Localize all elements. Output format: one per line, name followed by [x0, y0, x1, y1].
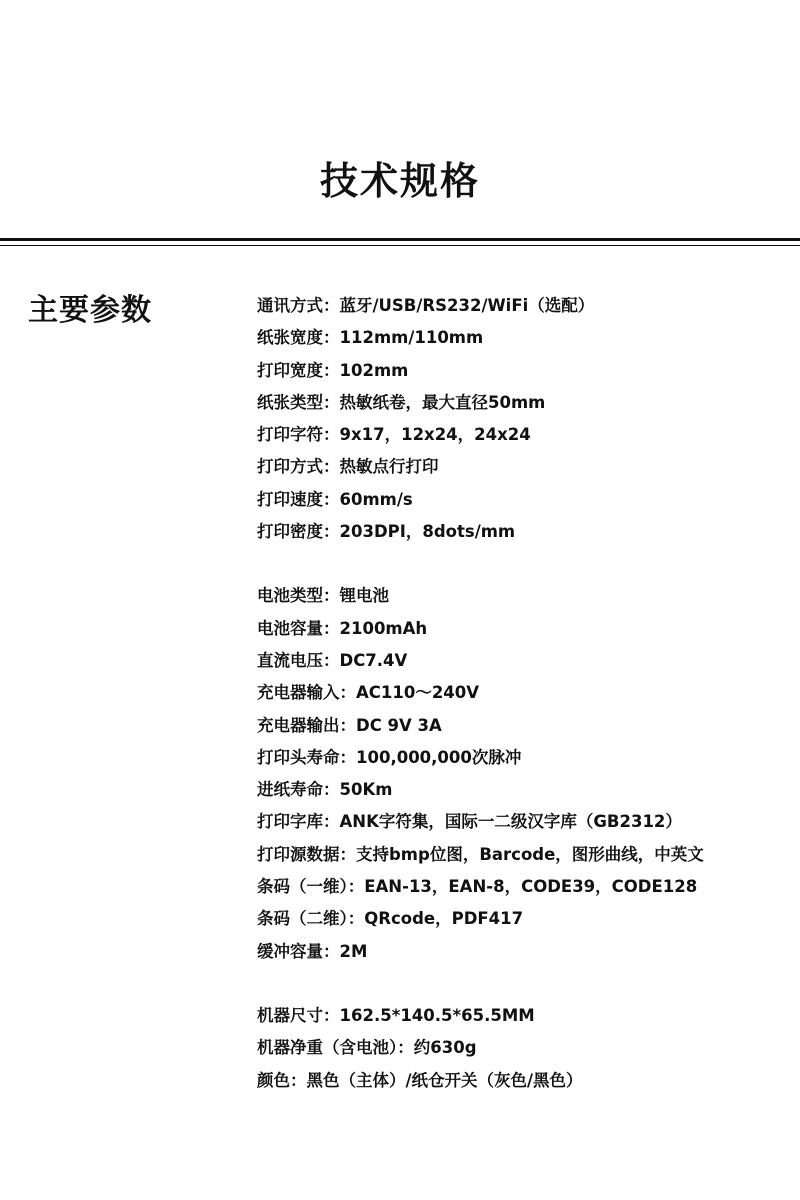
spec-value: EAN-13，EAN-8，CODE39，CODE128: [364, 877, 698, 897]
spec-value: 黑色（主体）/纸仓开关（灰色/黑色）: [306, 1070, 583, 1090]
spec-label: 条码（二维）：: [257, 909, 365, 929]
spec-group-power-features: [257, 580, 792, 968]
spec-label: 充电器输出：: [257, 715, 356, 735]
spec-label: 缓冲容量：: [257, 941, 340, 961]
spec-label: 纸张类型：: [257, 392, 340, 412]
spec-row-paper-width: [257, 322, 792, 354]
spec-label: 打印宽度：: [257, 360, 340, 380]
spec-value: 2100mAh: [339, 618, 428, 638]
spec-label: 颜色：: [257, 1070, 307, 1090]
spec-value: 203DPI，8dots/mm: [339, 522, 516, 542]
spec-label: 机器尺寸：: [257, 1005, 340, 1025]
spec-row-printhead-life: [257, 742, 792, 774]
page-title: 技术规格: [319, 159, 480, 203]
spec-value: AC110～240V: [356, 683, 480, 703]
spec-value: 约630g: [413, 1038, 477, 1058]
spec-row-font-library: [257, 806, 792, 838]
spec-label: 进纸寿命：: [257, 780, 340, 800]
spec-value: DC 9V 3A: [356, 715, 442, 735]
spec-row-print-density: [257, 516, 792, 548]
spec-row-battery-type: [257, 580, 792, 612]
spec-label: 打印密度：: [257, 522, 340, 542]
spec-value: 60mm/s: [339, 489, 413, 509]
spec-label: 打印源数据：: [257, 844, 356, 864]
spec-value: 100,000,000次脉冲: [356, 747, 522, 767]
spec-row-barcode-1d: [257, 871, 792, 903]
spec-row-print-source: [257, 839, 792, 871]
spec-row-print-chars: [257, 419, 792, 451]
spec-value: 锂电池: [339, 586, 389, 606]
spec-label: 打印字库：: [257, 812, 340, 832]
spec-row-print-speed: [257, 484, 792, 516]
spec-row-charger-output: [257, 710, 792, 742]
spec-value: 162.5*140.5*65.5MM: [339, 1005, 535, 1025]
spec-label: 电池类型：: [257, 586, 340, 606]
spec-value: 112mm/110mm: [339, 328, 484, 348]
spec-row-interface: [257, 290, 792, 322]
spec-value: 热敏点行打印: [339, 457, 439, 477]
spec-label: 通讯方式：: [257, 296, 340, 315]
spec-label: 打印方式：: [257, 457, 340, 477]
spec-value: 9x17，12x24，24x24: [339, 425, 531, 445]
spec-value: 蓝牙/USB/RS232/WiFi（选配）: [339, 296, 595, 315]
spec-row-print-width: [257, 355, 792, 387]
title-divider-thin: [0, 245, 800, 246]
spec-label: 机器净重（含电池）：: [257, 1038, 414, 1058]
spec-label: 打印字符：: [257, 425, 340, 445]
spec-label: 充电器输入：: [257, 683, 356, 703]
spec-value: 102mm: [339, 360, 409, 380]
spec-row-dimensions: [257, 1000, 792, 1032]
spec-value: DC7.4V: [339, 650, 408, 670]
spec-list: [257, 290, 792, 1097]
spec-value: 支持bmp位图，Barcode，图形曲线，中英文: [356, 844, 704, 864]
spec-group-physical: [257, 1000, 792, 1097]
title-divider-thick: [0, 238, 800, 241]
spec-row-paper-type: [257, 387, 792, 419]
spec-row-print-method: [257, 451, 792, 483]
spec-label: 纸张宽度：: [257, 328, 340, 348]
spec-value: 50Km: [339, 780, 393, 800]
spec-value: QRcode，PDF417: [364, 909, 524, 929]
spec-label: 电池容量：: [257, 618, 340, 638]
spec-row-weight: [257, 1032, 792, 1064]
spec-label: 条码（一维）：: [257, 877, 365, 897]
spec-row-feed-life: [257, 774, 792, 806]
spec-label: 打印头寿命：: [257, 747, 356, 767]
spec-group-printing: [257, 290, 792, 548]
spec-row-charger-input: [257, 677, 792, 709]
spec-row-buffer: [257, 936, 792, 968]
spec-value: ANK字符集，国际一二级汉字库（GB2312）: [339, 812, 682, 832]
spec-row-barcode-2d: [257, 903, 792, 935]
spec-label: 直流电压：: [257, 650, 340, 670]
spec-row-dc-voltage: [257, 645, 792, 677]
spec-row-color: [257, 1065, 792, 1097]
spec-label: 打印速度：: [257, 489, 340, 509]
spec-row-battery-capacity: [257, 613, 792, 645]
spec-value: 热敏纸卷，最大直径50mm: [339, 392, 546, 412]
section-title: 主要参数: [28, 293, 152, 328]
spec-value: 2M: [339, 941, 368, 961]
